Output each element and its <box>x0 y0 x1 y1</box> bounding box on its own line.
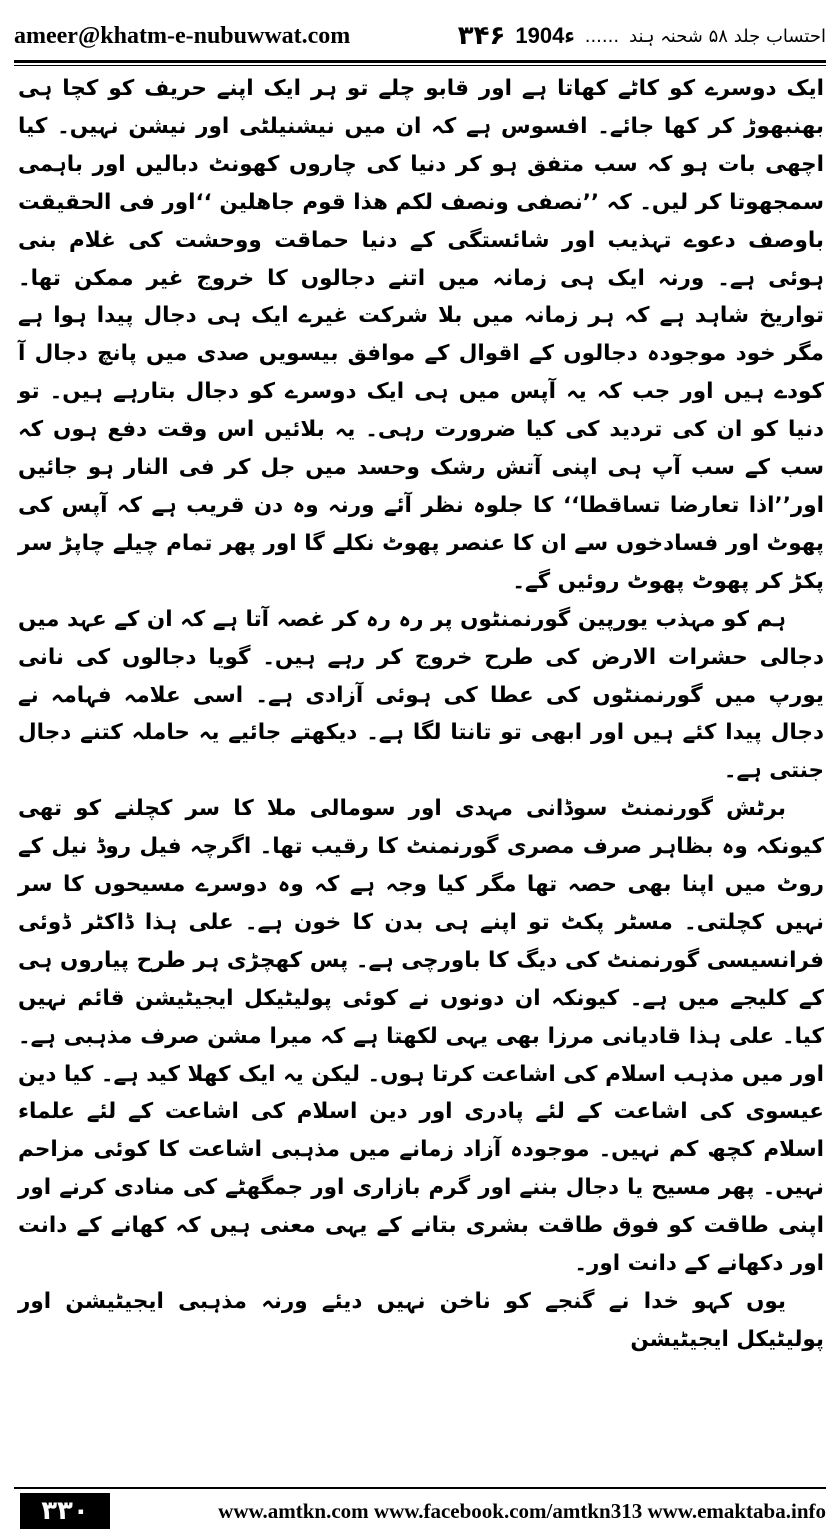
paragraph-3: برٹش گورنمنٹ سوڈانی مہدی اور سومالی ملا کا سر کچلنے کو تھی کیونکہ وہ بظاہر صرف مصری گورنمنٹ کا رقیب تھا۔ اگرچہ فیل روڈ نیل کے روٹ میں اپنا بھی حصہ تھا مگر کیا وجہ ہے کہ وہ دوسرے مسیحوں کا سر نہیں کچلتی۔ مسٹر پکٹ تو اپنے ہی بدن کا خون ہے۔ علی ہذا ڈاکٹر ڈوئی فرانسیسی گورنمنٹ کی دیگ کا باورچی ہے۔ پس کھچڑی ہر طرح پیاروں ہی کے کلیجے میں ہے۔ کیونکہ ان دونوں نے کوئی پولیٹیکل ایجیٹیشن قائم نہیں کیا۔ علی ہذا قادیانی مرزا بھی یہی لکھتا ہے کہ میرا مشن صرف مذہبی ہے۔ اور میں مذہب اسلام کی اشاعت کرتا ہوں۔ لیکن یہ ایک کھلا کید ہے۔ کیا دین عیسوی کی اشاعت کے لئے پادری اور دین اسلام کی اشاعت کے لئے علماء اسلام کچھ کم نہیں۔ موجودہ آزاد زمانے میں مذہبی اشاعت کا کوئی مزاحم نہیں۔ پھر مسیح یا دجال بننے اور گرم بازاری اور جمگھٹے کی منادی کرنے اور اپنی طاقت کو فوق طاقت بشری بتانے کے یہی معنی ہیں کہ کھانے کے دانت اور دکھانے کے دانت اور۔ <box>18 796 824 1277</box>
paragraph-1: ایک دوسرے کو کاٹے کھاتا ہے اور قابو چلے تو ہر ایک اپنے حریف کو کچا ہی بھنبھوڑ کر کھا جائے۔ افسوس ہے کہ ان میں نیشنیلٹی اور نیشن نہیں۔ کیا اچھی بات ہو کہ سب متفق ہو کر دنیا کی چاروں کھونٹ دبالیں اور باہمی سمجھوتا کر لیں۔ کہ ’’نصفی ونصف لکم ھذا قوم جاھلین ‘‘اور فی الحقیقت باوصف دعوے تہذیب اور شائستگی کے دنیا حماقت ووحشت کی غلام بنی ہوئی ہے۔ ورنہ ایک ہی زمانہ میں اتنے دجالوں کا خروج غیر ممکن تھا۔ تواریخ شاہد ہے کہ ہر زمانہ میں بلا شرکت غیرے ایک ہی دجال پیدا ہوا ہے مگر خود موجودہ دجالوں کے اقوال کے موافق بیسویں صدی میں پانچ دجال آ کودے ہیں اور جب کہ یہ آپس میں ہی ایک دوسرے کو دجال بتارہے ہیں۔ تو دنیا کو ان کی تردید کی کیا ضرورت رہی۔ یہ بلائیں اس وقت دفع ہوں کہ سب کے سب آپ ہی اپنی آتش رشک وحسد میں جل کر فی النار ہو جائیں اور’’اذا تعارضا تساقطا‘‘ کا جلوہ نظر آئے ورنہ وہ دن قریب ہے کہ آپس کی پھوٹ اور فسادخوں سے ان کا عنصر پھوٹ نکلے گا اور پھر تمام چیلے چاپڑ سر پکڑ کر پھوٹ پھوٹ روئیں گے۔ <box>18 76 824 594</box>
header-email[interactable]: ameer@khatm-e-nubuwwat.com <box>14 22 351 49</box>
footer-divider <box>14 1487 826 1489</box>
paragraph-4: یوں کہو خدا نے گنجے کو ناخن نہیں دیئے ورنہ مذہبی ایجیٹیشن اور پولیٹیکل ایجیٹیشن <box>18 1289 824 1352</box>
paragraph-2: ہم کو مہذب یورپین گورنمنٹوں پر رہ رہ کر غصہ آتا ہے کہ ان کے عہد میں دجالی حشرات الارض کی طرح خروج کر رہے ہیں۔ گویا دجالوں کی نانی یورپ میں گورنمنٹوں کی عطا کی ہوئی آزادی ہے۔ اسی علامہ فہامہ نے دجال پیدا کئے ہیں اور ابھی تو تانتا لگا ہے۔ دیکھتے جائیے یہ حاملہ کتنے دجال جنتی ہے۔ <box>18 606 824 784</box>
header-right <box>458 21 826 51</box>
page-header <box>14 18 826 54</box>
page-footer <box>14 1487 826 1529</box>
header-page-number: ۳۴۶ <box>457 21 506 51</box>
header-title: احتساب جلد ۵۸ شحنہ ہند <box>629 25 826 47</box>
document-body <box>18 70 824 1359</box>
header-year: 1904ء <box>515 23 575 48</box>
header-divider <box>14 60 826 63</box>
header-divider-thin <box>14 65 826 66</box>
footer-page-number: ۳۳۰ <box>20 1493 110 1529</box>
footer-links[interactable]: www.amtkn.com www.facebook.com/amtkn313 www.emaktaba.info <box>218 1499 826 1523</box>
header-dots: ...... <box>584 25 620 47</box>
